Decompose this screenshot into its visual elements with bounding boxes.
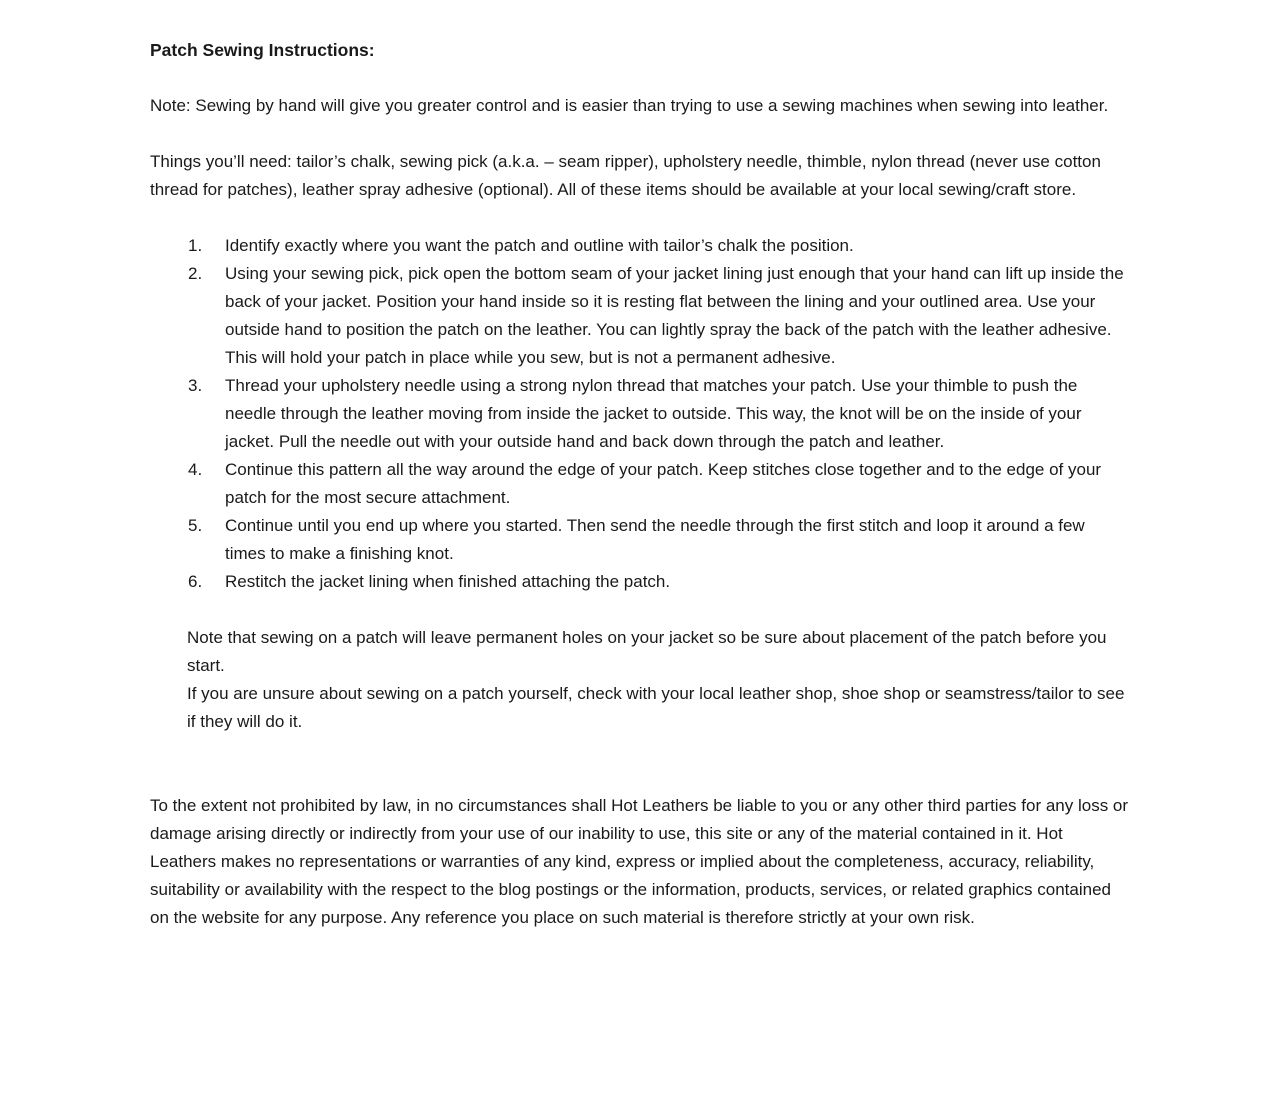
alternative-note-paragraph: If you are unsure about sewing on a patch yourself, check with your local leather shop, shoe shop or seamstress/tailor to see if they will do it.	[187, 684, 1125, 731]
list-item: Identify exactly where you want the patch and outline with tailor’s chalk the position.	[225, 236, 854, 255]
instruction-steps-list	[150, 232, 1130, 596]
placement-note-paragraph: Note that sewing on a patch will leave permanent holes on your jacket so be sure about placement of the patch before you start.	[187, 628, 1107, 675]
disclaimer-paragraph: To the extent not prohibited by law, in no circumstances shall Hot Leathers be liable to you or any other third parties for any loss or damage arising directly or indirectly from your use of our inability to use, this site or any of the material contained in it. Hot Leathers makes no representations or warranties of any kind, express or implied about the completeness, accuracy, reliability, suitability or availability with the respect to the blog postings or the information, products, services, or related graphics contained on the website for any purpose. Any reference you place on such material is therefore strictly at your own risk.	[150, 796, 1129, 927]
list-item: Thread your upholstery needle using a strong nylon thread that matches your patch. Use your thimble to push the needle through the leather moving from inside the jacket to outside. This way, the knot will be on the inside of your jacket. Pull the needle out with your outside hand and back down through the patch and leather.	[225, 376, 1082, 451]
document-body	[150, 36, 1130, 932]
list-item: Restitch the jacket lining when finished attaching the patch.	[225, 572, 671, 591]
page-title: Patch Sewing Instructions:	[150, 40, 375, 60]
list-item: Continue this pattern all the way around the edge of your patch. Keep stitches close together and to the edge of your patch for the most secure attachment.	[225, 460, 1102, 507]
list-item: Using your sewing pick, pick open the bottom seam of your jacket lining just enough that your hand can lift up inside the back of your jacket. Position your hand inside so it is resting flat between the lining and your outlined area. Use your outside hand to position the patch on the leather. You can lightly spray the back of the patch with the leather adhesive. This will hold your patch in place while you sew, but is not a permanent adhesive.	[225, 264, 1124, 367]
intro-note-paragraph: Note: Sewing by hand will give you greater control and is easier than trying to use a sewing machines when sewing into leather.	[150, 96, 1109, 115]
notes-block	[150, 624, 1130, 736]
list-item: Continue until you end up where you started. Then send the needle through the first stitch and loop it around a few times to make a finishing knot.	[225, 516, 1085, 563]
materials-paragraph: Things you’ll need: tailor’s chalk, sewing pick (a.k.a. – seam ripper), upholstery needle, thimble, nylon thread (never use cotton thread for patches), leather spray adhesive (optional). All of these items should be available at your local sewing/craft store.	[150, 152, 1101, 199]
